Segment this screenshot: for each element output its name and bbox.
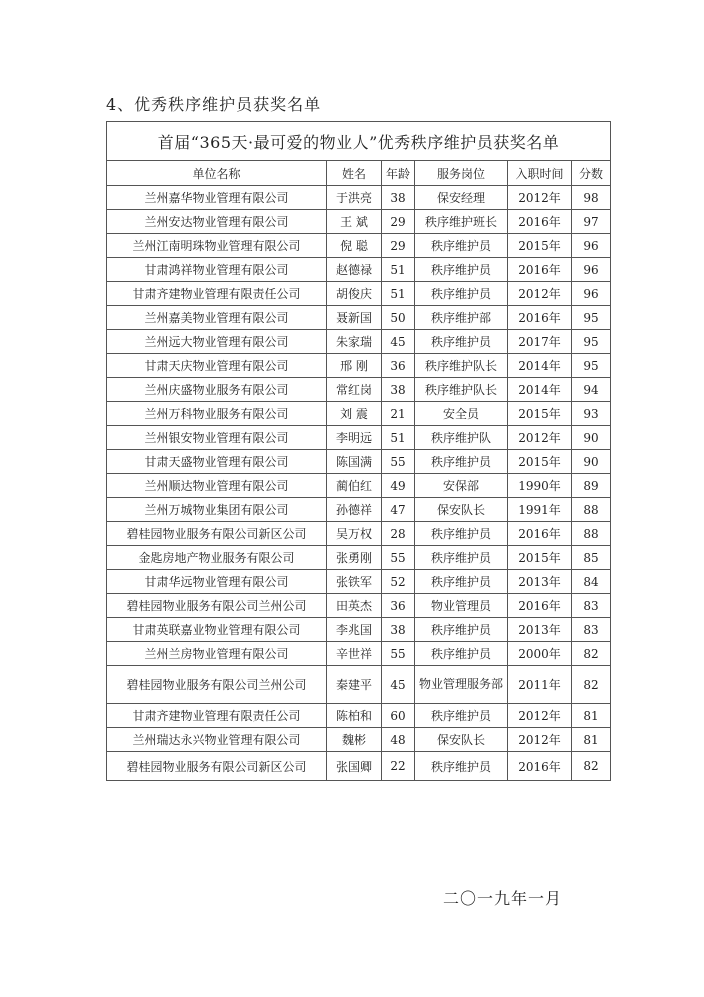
score-cell: 83 <box>572 618 611 642</box>
age-cell: 36 <box>382 354 415 378</box>
company-cell: 甘肃天盛物业管理有限公司 <box>107 450 327 474</box>
company-cell: 碧桂园物业服务有限公司兰州公司 <box>107 594 327 618</box>
name-cell: 张国卿 <box>327 752 382 781</box>
award-table <box>106 121 611 781</box>
start-date-cell: 2012年 <box>508 186 572 210</box>
name-cell: 聂新国 <box>327 306 382 330</box>
score-cell: 85 <box>572 546 611 570</box>
score-cell: 83 <box>572 594 611 618</box>
age-cell: 21 <box>382 402 415 426</box>
start-date-cell: 2012年 <box>508 704 572 728</box>
start-date-cell: 2014年 <box>508 378 572 402</box>
position-cell: 保安队长 <box>415 728 508 752</box>
position-cell: 秩序维护员 <box>415 570 508 594</box>
company-cell: 甘肃齐建物业管理有限责任公司 <box>107 704 327 728</box>
table-row <box>107 450 611 474</box>
name-cell: 刘 震 <box>327 402 382 426</box>
position-cell: 秩序维护员 <box>415 522 508 546</box>
position-cell: 秩序维护员 <box>415 282 508 306</box>
column-header-age: 年龄 <box>382 161 415 186</box>
start-date-cell: 2017年 <box>508 330 572 354</box>
company-cell: 碧桂园物业服务有限公司兰州公司 <box>107 666 327 704</box>
score-cell: 97 <box>572 210 611 234</box>
table-row <box>107 258 611 282</box>
position-cell: 秩序维护员 <box>415 704 508 728</box>
company-cell: 甘肃华远物业管理有限公司 <box>107 570 327 594</box>
score-cell: 81 <box>572 704 611 728</box>
table-row <box>107 666 611 704</box>
age-cell: 51 <box>382 426 415 450</box>
table-row <box>107 752 611 781</box>
company-cell: 兰州兰房物业管理有限公司 <box>107 642 327 666</box>
company-cell: 兰州嘉华物业管理有限公司 <box>107 186 327 210</box>
table-row <box>107 570 611 594</box>
table-row <box>107 378 611 402</box>
name-cell: 常红岗 <box>327 378 382 402</box>
age-cell: 29 <box>382 210 415 234</box>
position-cell: 秩序维护员 <box>415 330 508 354</box>
name-cell: 于洪亮 <box>327 186 382 210</box>
start-date-cell: 2016年 <box>508 522 572 546</box>
table-row <box>107 728 611 752</box>
name-cell: 王 斌 <box>327 210 382 234</box>
score-cell: 96 <box>572 258 611 282</box>
name-cell: 吴万权 <box>327 522 382 546</box>
start-date-cell: 2016年 <box>508 258 572 282</box>
position-cell: 物业管理员 <box>415 594 508 618</box>
table-row <box>107 618 611 642</box>
age-cell: 50 <box>382 306 415 330</box>
start-date-cell: 2014年 <box>508 354 572 378</box>
table-row <box>107 426 611 450</box>
section-heading: 4、优秀秩序维护员获奖名单 <box>106 95 322 114</box>
age-cell: 52 <box>382 570 415 594</box>
name-cell: 张铁军 <box>327 570 382 594</box>
position-cell: 保安经理 <box>415 186 508 210</box>
score-cell: 88 <box>572 522 611 546</box>
table-row <box>107 642 611 666</box>
column-header-position: 服务岗位 <box>415 161 508 186</box>
table-row <box>107 282 611 306</box>
column-header-name: 姓名 <box>327 161 382 186</box>
start-date-cell: 2015年 <box>508 450 572 474</box>
table-row <box>107 354 611 378</box>
position-cell: 秩序维护员 <box>415 752 508 781</box>
column-header-row <box>107 161 611 186</box>
start-date-cell: 2015年 <box>508 546 572 570</box>
position-cell: 物业管理服务部 <box>415 666 508 704</box>
position-cell: 秩序维护员 <box>415 450 508 474</box>
age-cell: 47 <box>382 498 415 522</box>
score-cell: 96 <box>572 234 611 258</box>
name-cell: 陈柏和 <box>327 704 382 728</box>
company-cell: 甘肃鸿祥物业管理有限公司 <box>107 258 327 282</box>
company-cell: 兰州瑞达永兴物业管理有限公司 <box>107 728 327 752</box>
name-cell: 赵德禄 <box>327 258 382 282</box>
position-cell: 秩序维护员 <box>415 234 508 258</box>
table-row <box>107 402 611 426</box>
table-row <box>107 522 611 546</box>
company-cell: 兰州庆盛物业服务有限公司 <box>107 378 327 402</box>
age-cell: 48 <box>382 728 415 752</box>
table-row <box>107 704 611 728</box>
age-cell: 55 <box>382 546 415 570</box>
table-row <box>107 210 611 234</box>
score-cell: 90 <box>572 426 611 450</box>
age-cell: 45 <box>382 666 415 704</box>
column-header-company: 单位名称 <box>107 161 327 186</box>
position-cell: 安全员 <box>415 402 508 426</box>
table-row <box>107 186 611 210</box>
score-cell: 95 <box>572 330 611 354</box>
position-cell: 秩序维护部 <box>415 306 508 330</box>
age-cell: 38 <box>382 186 415 210</box>
position-cell: 秩序维护队长 <box>415 354 508 378</box>
company-cell: 兰州嘉美物业管理有限公司 <box>107 306 327 330</box>
age-cell: 38 <box>382 378 415 402</box>
start-date-cell: 1990年 <box>508 474 572 498</box>
age-cell: 29 <box>382 234 415 258</box>
score-cell: 82 <box>572 752 611 781</box>
company-cell: 甘肃天庆物业管理有限公司 <box>107 354 327 378</box>
age-cell: 38 <box>382 618 415 642</box>
name-cell: 李兆国 <box>327 618 382 642</box>
company-cell: 甘肃英联嘉业物业管理有限公司 <box>107 618 327 642</box>
name-cell: 胡俊庆 <box>327 282 382 306</box>
score-cell: 95 <box>572 354 611 378</box>
score-cell: 93 <box>572 402 611 426</box>
score-cell: 94 <box>572 378 611 402</box>
table-row <box>107 498 611 522</box>
start-date-cell: 2011年 <box>508 666 572 704</box>
score-cell: 89 <box>572 474 611 498</box>
score-cell: 82 <box>572 666 611 704</box>
start-date-cell: 2013年 <box>508 618 572 642</box>
start-date-cell: 2013年 <box>508 570 572 594</box>
position-cell: 安保部 <box>415 474 508 498</box>
start-date-cell: 1991年 <box>508 498 572 522</box>
start-date-cell: 2016年 <box>508 752 572 781</box>
age-cell: 49 <box>382 474 415 498</box>
name-cell: 邢 刚 <box>327 354 382 378</box>
name-cell: 倪 聪 <box>327 234 382 258</box>
company-cell: 金匙房地产物业服务有限公司 <box>107 546 327 570</box>
table-row <box>107 594 611 618</box>
table-body <box>107 186 611 781</box>
start-date-cell: 2016年 <box>508 594 572 618</box>
name-cell: 朱家瑞 <box>327 330 382 354</box>
name-cell: 陈国满 <box>327 450 382 474</box>
name-cell: 田英杰 <box>327 594 382 618</box>
score-cell: 96 <box>572 282 611 306</box>
company-cell: 兰州远大物业管理有限公司 <box>107 330 327 354</box>
age-cell: 60 <box>382 704 415 728</box>
table-row <box>107 306 611 330</box>
position-cell: 秩序维护员 <box>415 546 508 570</box>
company-cell: 兰州安达物业管理有限公司 <box>107 210 327 234</box>
name-cell: 李明远 <box>327 426 382 450</box>
position-cell: 秩序维护员 <box>415 618 508 642</box>
age-cell: 55 <box>382 450 415 474</box>
position-cell: 秩序维护员 <box>415 258 508 282</box>
position-cell: 保安队长 <box>415 498 508 522</box>
name-cell: 蔺伯红 <box>327 474 382 498</box>
position-cell: 秩序维护员 <box>415 642 508 666</box>
start-date-cell: 2016年 <box>508 210 572 234</box>
position-cell: 秩序维护队 <box>415 426 508 450</box>
company-cell: 兰州万城物业集团有限公司 <box>107 498 327 522</box>
score-cell: 98 <box>572 186 611 210</box>
company-cell: 兰州江南明珠物业管理有限公司 <box>107 234 327 258</box>
name-cell: 秦建平 <box>327 666 382 704</box>
company-cell: 甘肃齐建物业管理有限责任公司 <box>107 282 327 306</box>
table-row <box>107 546 611 570</box>
score-cell: 88 <box>572 498 611 522</box>
age-cell: 45 <box>382 330 415 354</box>
company-cell: 兰州银安物业管理有限公司 <box>107 426 327 450</box>
age-cell: 28 <box>382 522 415 546</box>
score-cell: 81 <box>572 728 611 752</box>
column-header-score: 分数 <box>572 161 611 186</box>
position-cell: 秩序维护队长 <box>415 378 508 402</box>
start-date-cell: 2012年 <box>508 426 572 450</box>
name-cell: 张勇刚 <box>327 546 382 570</box>
score-cell: 90 <box>572 450 611 474</box>
company-cell: 碧桂园物业服务有限公司新区公司 <box>107 752 327 781</box>
table-row <box>107 234 611 258</box>
name-cell: 魏彬 <box>327 728 382 752</box>
start-date-cell: 2015年 <box>508 402 572 426</box>
column-header-start-date: 入职时间 <box>508 161 572 186</box>
name-cell: 孙德祥 <box>327 498 382 522</box>
company-cell: 碧桂园物业服务有限公司新区公司 <box>107 522 327 546</box>
company-cell: 兰州万科物业服务有限公司 <box>107 402 327 426</box>
start-date-cell: 2015年 <box>508 234 572 258</box>
table-row <box>107 330 611 354</box>
score-cell: 84 <box>572 570 611 594</box>
score-cell: 82 <box>572 642 611 666</box>
start-date-cell: 2012年 <box>508 282 572 306</box>
table-title: 首届“365天·最可爱的物业人”优秀秩序维护员获奖名单 <box>107 122 611 161</box>
score-cell: 95 <box>572 306 611 330</box>
start-date-cell: 2000年 <box>508 642 572 666</box>
document-date: 二〇一九年一月 <box>443 889 563 908</box>
start-date-cell: 2012年 <box>508 728 572 752</box>
age-cell: 22 <box>382 752 415 781</box>
name-cell: 辛世祥 <box>327 642 382 666</box>
start-date-cell: 2016年 <box>508 306 572 330</box>
company-cell: 兰州顺达物业管理有限公司 <box>107 474 327 498</box>
age-cell: 51 <box>382 282 415 306</box>
position-cell: 秩序维护班长 <box>415 210 508 234</box>
table-row <box>107 474 611 498</box>
age-cell: 51 <box>382 258 415 282</box>
age-cell: 36 <box>382 594 415 618</box>
age-cell: 55 <box>382 642 415 666</box>
